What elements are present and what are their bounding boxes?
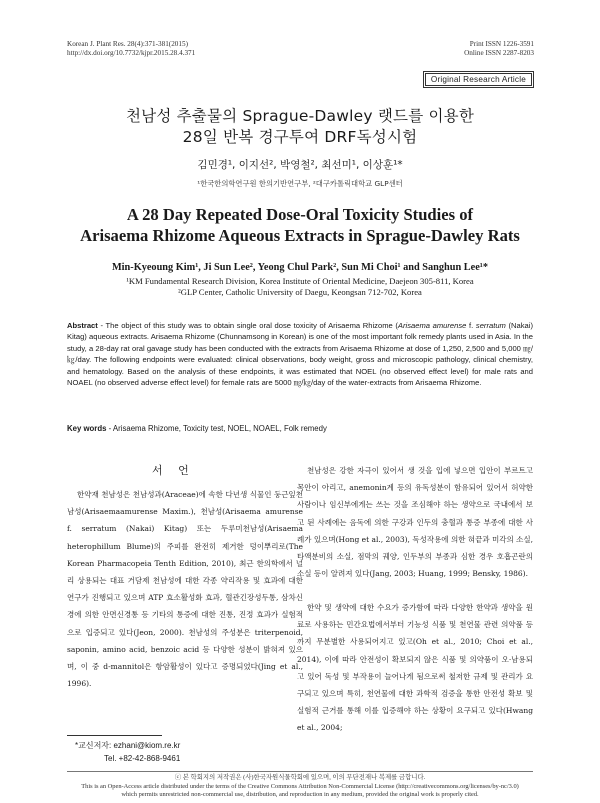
intro-left-paragraph: 한약재 천남성은 천남성과(Araceae)에 속한 다년생 식물인 둥근잎천남성(Arisaemaamurense Maxim.), 천남성(Arisaema amurense f. serratum (Nakai) Kitag) 또는 두루미천남성(Arisaema heterophillum Blume)의 주피를 완전히 제거한 덩이뿌리로(The Korean Pharmacopeia Tenth Edition, 2010), 최근 한의학에서 널리 상용되는 대표 거담제 천남성에 대한 각종 약리작용 및 효과에 대한 연구가 진행되고 있으며 ATP 효소활성화 효과, 혈관긴장성두통, 삼차신경에 의한 안면신경통 등 기타의 통증에 대한 진통, 진정 효과가 실험적으로 입증되고 있다(Jeon, 2000). 천남성의 주성분은 triterpenoid, saponin, amino acid, benzoic acid 등 다양한 성분이 밝혀져 있으며, 이 중 d-mannitol은 항암활성이 있다고 증명되었다(Jing et al., 1996). xyxy=(67,490,303,689)
intro-right-paragraph-1: 천남성은 강한 자극이 있어서 생 것을 입에 넣으면 입안이 부르트고 목안이 아리고, anemonin계 등의 유독성분이 함유되어 있어서 허약한 사람이나 임신부에게는 쓰는 것을 조심해야 하는 생약으로 국내에서 보고 된 사례에는 음독에 의한 구강과 인두의 충혈과 통증 부종에 대한 사례가 있으며(Hong et al., 2003), 독성작용에 의한 혀끝과 미각의 소실, 타액분비의 소실, 점막의 궤양, 인두부의 부종과 심한 경우 호흡곤란의 소실 등이 알려져 있다(Jang, 2003; Huang, 1999; Bensky, 1986). xyxy=(297,466,533,579)
title-en-line2: Arisaema Rhizome Aqueous Extracts in Sprague-Dawley Rats xyxy=(80,226,520,245)
abstract-form: serratum xyxy=(475,321,506,330)
online-issn: Online ISSN 2287-8203 xyxy=(464,49,534,57)
footer-rule xyxy=(67,771,533,772)
correspondence-label: *교신저자: xyxy=(75,741,112,750)
intro-right-paragraph-2: 한약 및 생약에 대한 수요가 증가함에 따라 다양한 한약과 생약을 원료로 사용하는 민간요법에서부터 기능성 식품 및 천연물 관련 의약품 등까지 무분별한 사용되어지고 있고(Oh et al., 2010; Choi et al., 2014), 이에 따라 안전성이 확보되지 않은 식품 및 의약품이 오·남용되고 있어 독성 및 부작용이 늘어나게 됨으로써 철저한 규제 및 관리가 요구되고 있으며 특히, 천연물에 대한 과학적 검증을 통한 안전성 확보 및 실험적 근거를 통해 이를 입증해야 하는 상황이 요구되고 있다(Hwang et al., 2004; xyxy=(297,603,533,733)
abstract-label: Abstract xyxy=(67,321,98,330)
doi-link[interactable]: http://dx.doi.org/10.7732/kjpr.2015.28.4.371 xyxy=(67,49,196,57)
footnote-rule xyxy=(67,735,162,736)
affiliations-en-line1: ¹KM Fundamental Research Division, Korea Institute of Oriental Medicine, Daejeon 305-811, Korea xyxy=(126,276,474,286)
title-ko-line2: 28일 반복 경구투여 DRF독성시험 xyxy=(182,128,418,146)
footer-license-line2: which permits unrestricted non-commercial use, distribution, and reproduction in any medium, provided the original work is properly cited. xyxy=(121,791,479,798)
affiliations-ko: ¹한국한의학연구원 한의기반연구부, ²대구카톨릭대학교 GLP센터 xyxy=(197,179,403,188)
abstract-text-b: f. xyxy=(466,321,476,330)
footer-copyright: ⓒ 본 학회지의 저작권은 (사)한국자원식물학회에 있으며, 이의 무단전재나 복제를 금합니다. xyxy=(174,774,426,781)
authors-en: Min-Kyeoung Kim¹, Ji Sun Lee², Yeong Chul Park², Sun Mi Choi¹ and Sanghun Lee¹* xyxy=(111,262,489,273)
print-issn: Print ISSN 1226-3591 xyxy=(469,40,534,48)
footer-license-line1: This is an Open-Access article distributed under the terms of the Creative Commons Attribution Non-Commercial License (http://creativecommons.org/licenses/by-nc/3.0) xyxy=(81,783,519,790)
correspondence-tel: Tel. +82-42-868-9461 xyxy=(104,754,181,763)
title-en-line1: A 28 Day Repeated Dose-Oral Toxicity Studies of xyxy=(126,205,474,224)
keywords-text: - Arisaema Rhizome, Toxicity test, NOEL, NOAEL, Folk remedy xyxy=(106,424,327,433)
keywords-label: Key words xyxy=(67,424,107,433)
correspondence-email[interactable]: ezhani@kiom.re.kr xyxy=(113,741,181,750)
abstract-species: Arisaema amurense xyxy=(397,321,467,330)
abstract-text-a: - The object of this study was to obtain single oral dose toxicity of Arisaema Rhizome ( xyxy=(97,321,398,330)
title-ko-line1: 천남성 추출물의 Sprague-Dawley 랫드를 이용한 xyxy=(125,107,475,125)
abstract-text-c: (Nakai) Kitag) aqueous extracts. Arisaema Rhizome (Chunnamsong in Korean) is one of the most important folk remedy plants used in Asia. In the study, a 28-day rat oral gavage study has been conducted with the extracts from Arisaema Rhizome at dose of 1,250, 2,500 and 5,000 ㎎/㎏/day. The following endpoints were evaluated: clinical observations, body weight, gross and microscopic pathology, clinical chemistry, and hematology. Based on the analysis of these endpoints, it was estimated that NOEL (no observed effect level) for male rats and NOAEL (no observed adverse effect level) for female rats are 5000 ㎎/㎏/day of the water-extracts from Arisaema Rhizome. xyxy=(67,321,533,388)
abstract xyxy=(67,320,533,388)
authors-ko: 김민경¹, 이지선², 박영철², 최선미¹, 이상훈¹* xyxy=(197,159,403,171)
article-type-badge: Original Research Article xyxy=(425,73,532,86)
keywords xyxy=(67,424,327,433)
journal-citation: Korean J. Plant Res. 28(4):371-381(2015) xyxy=(67,40,188,48)
section-title-introduction: 서 언 xyxy=(152,464,195,477)
affiliations-en-line2: ²GLP Center, Catholic University of Daegu, Keongsan 712-702, Korea xyxy=(178,287,422,297)
correspondence xyxy=(75,739,180,752)
